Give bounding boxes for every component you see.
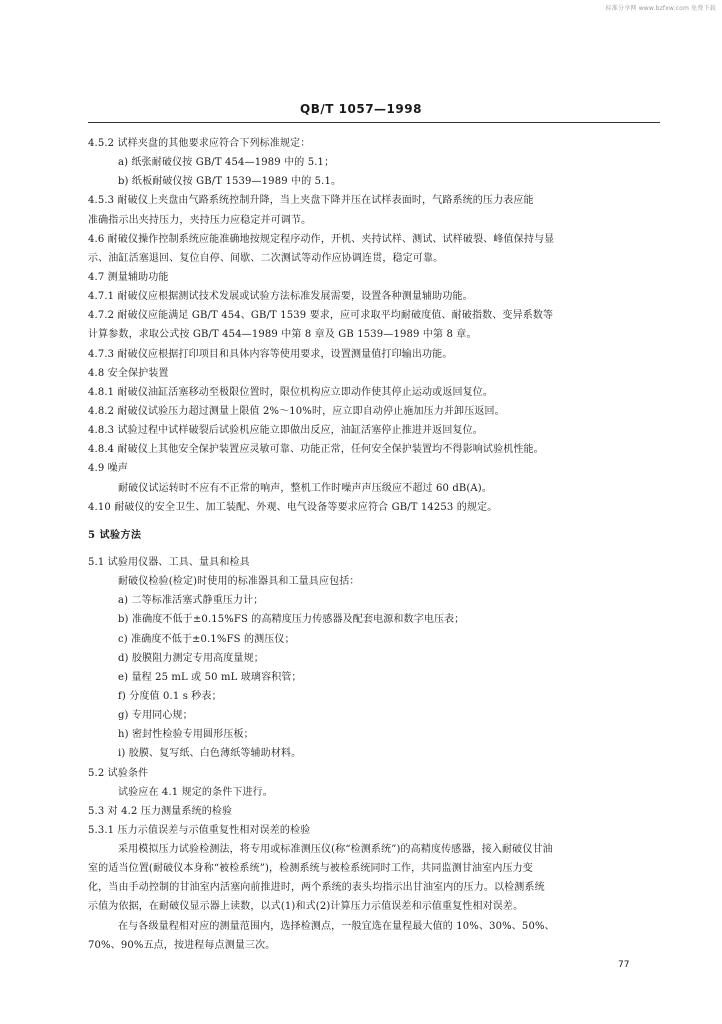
text-line: 采用模拟压力试验检测法，将专用或标准测压仪(称“检测系统”)的高精度传感器，接入耐破仪甘油 [118,844,553,856]
text-line: 5.3 对 4.2 压力测量系统的检验 [88,805,233,817]
text-line: 5.1 试验用仪器、工具、量具和检具 [88,556,250,568]
text-line: 示值为依据，在耐破仪显示器上读数，以式(1)和式(2)计算压力示值误差和示值重复性相对误差。 [88,901,524,913]
text-line: 示、油缸活塞退回、复位自停、间歇、二次测试等动作应协调连贯，稳定可靠。 [88,252,444,264]
text-line: 4.7 测量辅助功能 [88,271,169,283]
text-line: 4.8.4 耐破仪上其他安全保护装置应灵敏可靠、功能正常，任何安全保护装置均不得影响试验机性能。 [88,444,544,456]
text-line: a) 二等标准活塞式静重压力计； [118,595,264,607]
watermark: 标准分享网 www.bzfxw.com 免费下载 [605,5,716,12]
text-line: 室的适当位置(耐破仪本身称“被检系统”)，检测系统与被检系统同时工作，共同监测甘油室内压力变 [88,863,533,875]
text-line: g) 专用同心规； [118,710,193,722]
text-line: 4.8.3 试验过程中试样破裂后试验机应能立即做出反应，油缸活塞停止推进并返回复位。 [88,425,483,437]
text-line: b) 准确度不低于±0.15%FS 的高精度压力传感器及配套电源和数字电压表； [118,614,465,626]
text-line: 4.5.3 耐破仪上夹盘由气路系统控制升降，当上夹盘下降并压在试样表面时，气路系统的压力表应能 [88,195,534,207]
text-line: 4.10 耐破仪的安全卫生、加工装配、外观、电气设备等要求应符合 GB/T 14253 的规定。 [88,501,498,513]
text-line: 4.9 噪声 [88,463,128,475]
text-line: 计算参数，求取公式按 GB/T 454—1989 中第 8 章及 GB 1539—1989 中第 8 章。 [88,329,477,341]
text-line: 耐破仪检验(检定)时使用的标准器具和工量具应包括： [118,576,360,588]
text-line: 70%、90%五点，按进程每点测量三次。 [88,939,276,951]
text-line: a) 纸张耐破仪按 GB/T 454—1989 中的 5.1； [118,157,335,169]
text-line: b) 纸板耐破仪按 GB/T 1539—1989 中的 5.1。 [118,176,342,188]
text-line: 4.8 安全保护装置 [88,367,169,379]
text-line: 试验应在 4.1 规定的条件下进行。 [118,786,273,798]
text-line: 4.7.2 耐破仪应能满足 GB/T 454、GB/T 1539 要求，应可求取平均耐破度值、耐破指数、变异系数等 [88,310,554,322]
text-line: e) 量程 25 mL 或 50 mL 玻璃容积管； [118,671,302,683]
text-line: 4.5.2 试样夹盘的其他要求应符合下列标准规定： [88,138,311,149]
text-line: d) 胶膜阻力测定专用高度量规； [118,652,264,664]
section-heading: 5 试验方法 [88,529,142,541]
text-line: i) 胶膜、复写纸、白色薄纸等辅助材料。 [118,748,302,760]
text-line: 4.6 耐破仪操作控制系统应能准确地按规定程序动作，开机、夹持试样、测试、试样破裂、峰值保持与显 [88,233,555,245]
text-line: 4.7.3 耐破仪应根据打印项目和具体内容等使用要求，设置测量值打印输出功能。 [88,348,453,360]
text-line: h) 密封性检验专用圆形压板； [118,729,254,741]
page-header: QB/T 1057—1998 [300,102,422,116]
text-line: 在与各级量程相对应的测量范围内，选择检测点，一般宜选在量程最大值的 10%、30%、50%、 [118,920,555,932]
text-line: 耐破仪试运转时不应有不正常的响声，整机工作时噪声声压级应不超过 60 dB(A)。 [118,482,493,494]
document-body [88,134,660,955]
text-line: 4.8.1 耐破仪油缸活塞移动至极限位置时，限位机构应立即动作使其停止运动或返回复位。 [88,386,494,398]
text-line: 4.8.2 耐破仪试验压力超过测量上限值 2%～10%时，应立即自动停止施加压力并卸压返回。 [88,405,505,417]
text-line: 化，当由手动控制的甘油室内活塞向前推进时，两个系统的表头均指示出甘油室内的压力。以检测系统 [88,882,545,894]
text-line: 5.3.1 压力示值误差与示值重复性相对误差的检验 [88,824,311,836]
text-line: 4.7.1 耐破仪应根据测试技术发展或试验方法标准发展需要，设置各种测量辅助功能。 [88,291,473,303]
page-number: 77 [618,960,630,970]
text-line: 5.2 试验条件 [88,767,149,779]
header-rule [88,122,660,123]
text-line: c) 准确度不低于±0.1%FS 的测压仪； [118,633,295,645]
text-line: 准确指示出夹持压力，夹持压力应稳定并可调节。 [88,214,312,226]
text-line: f) 分度值 0.1 s 秒表； [118,690,222,702]
